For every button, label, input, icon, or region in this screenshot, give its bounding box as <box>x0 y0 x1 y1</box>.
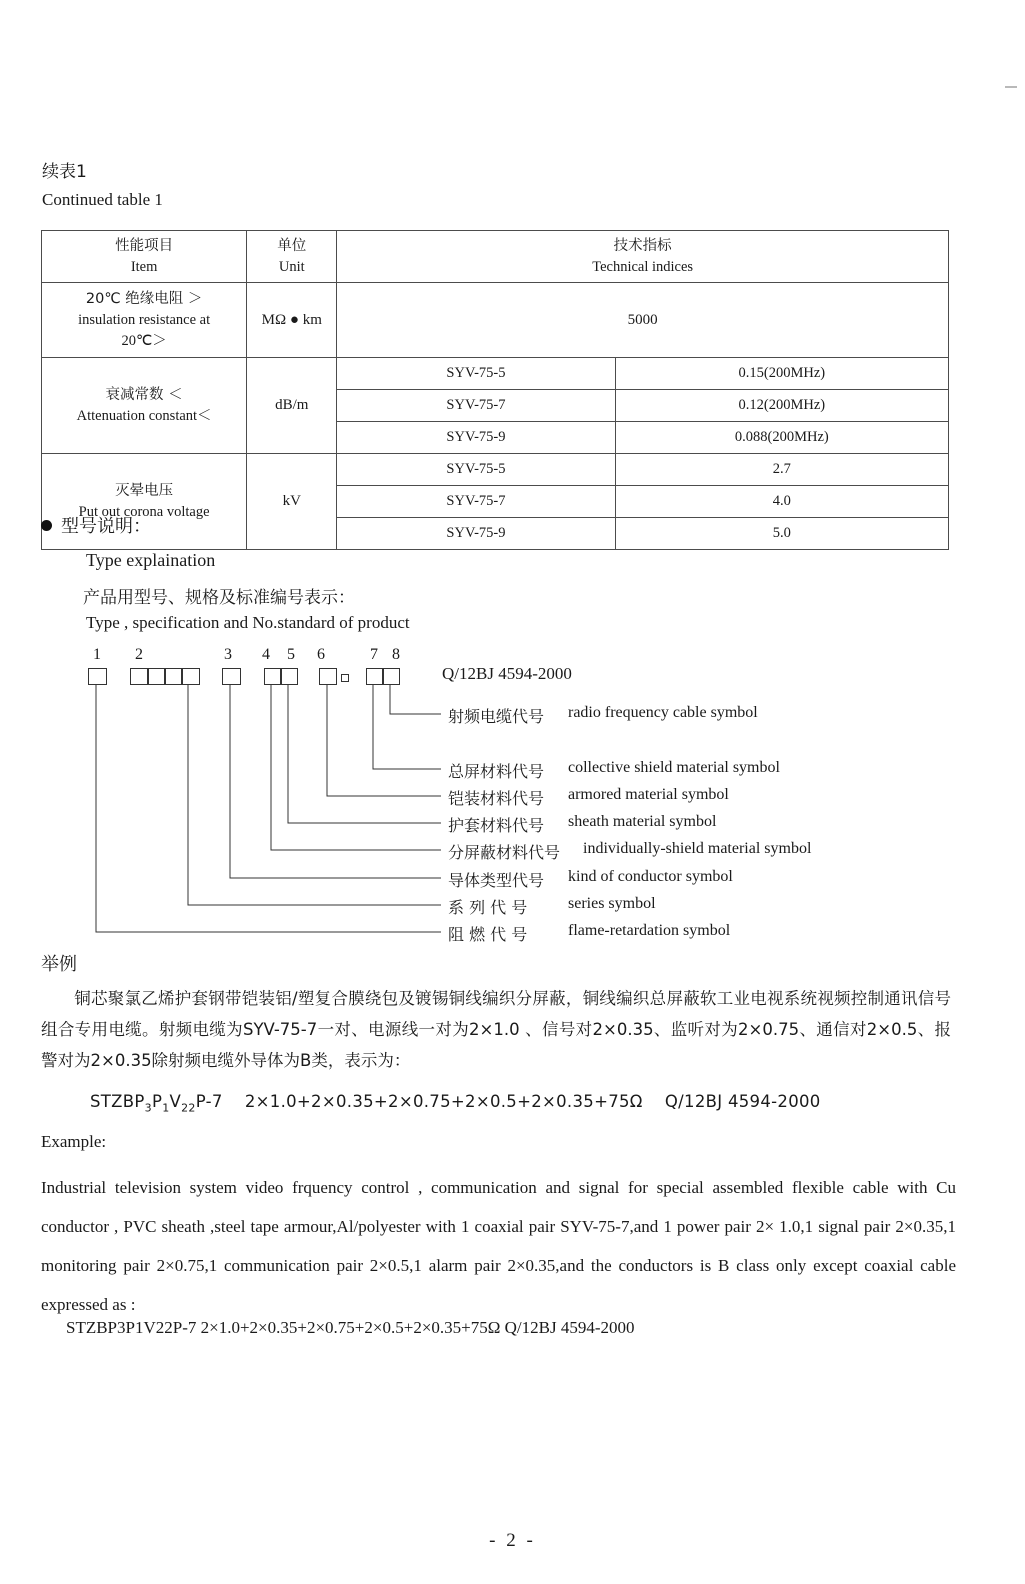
example-formula-en: STZBP3P1V22P-7 2×1.0+2×0.35+2×0.75+2×0.5+2×0.35+75Ω Q/12BJ 4594-2000 <box>66 1318 635 1337</box>
header-unit-en: Unit <box>278 258 305 275</box>
page-header <box>42 158 163 214</box>
header-indices-cn: 技术指标 <box>613 237 672 254</box>
code-number-1: 1 <box>93 646 101 663</box>
legend-cn-4: 护套材料代号 <box>448 816 545 835</box>
corona-item-en: Put out corona voltage <box>78 503 210 520</box>
formula-values: 2×1.0+2×0.35+2×0.75+2×0.5+2×0.35+75Ω <box>244 1092 643 1111</box>
header-item-cn: 性能项目 <box>115 237 174 254</box>
table-header-indices <box>337 231 949 283</box>
legend-cn-8: 阻 燃 代 号 <box>448 925 528 944</box>
legend-en-5: individually-shield material symbol <box>583 840 812 857</box>
legend-en-4: sheath material symbol <box>568 813 717 830</box>
header-title-en: Continued table 1 <box>42 190 163 209</box>
type-spec-line-cn: 产品用型号、规格及标准编号表示： <box>83 588 355 608</box>
code-number-5: 5 <box>287 646 295 663</box>
attenuation-value-1: 0.15(200MHz) <box>615 358 948 390</box>
row-attenuation-item <box>42 358 247 454</box>
example-body-cn <box>41 983 951 1076</box>
insulation-value: 5000 <box>337 283 949 358</box>
formula-std: Q/12BJ 4594-2000 <box>664 1092 821 1111</box>
legend-en-3: armored material symbol <box>568 786 729 803</box>
legend-cn-5: 分屏蔽材料代号 <box>448 843 561 862</box>
standard-code: Q/12BJ 4594-2000 <box>442 664 572 683</box>
table-header-unit <box>247 231 337 283</box>
insulation-unit: MΩ ● km <box>247 283 337 358</box>
insulation-item-en: insulation resistance at <box>78 311 211 328</box>
table-header-row <box>42 231 949 283</box>
page-number: - 2 - <box>489 1530 536 1551</box>
attenuation-type-1: SYV-75-5 <box>337 358 615 390</box>
type-spec-line-en: Type , specification and No.standard of product <box>86 613 410 632</box>
legend-en-6: kind of conductor symbol <box>568 868 733 885</box>
legend-en-8: flame-retardation symbol <box>568 922 731 939</box>
legend-cn-2: 总屏材料代号 <box>448 762 545 781</box>
type-explanation-heading-cn: 型号说明： <box>61 516 151 537</box>
attenuation-value-2: 0.12(200MHz) <box>615 390 948 422</box>
header-title-cn: 续表1 <box>42 162 87 182</box>
corona-unit: kV <box>247 454 337 550</box>
header-unit-cn: 单位 <box>277 237 307 254</box>
corona-value-3: 5.0 <box>615 518 948 550</box>
header-indices-en: Technical indices <box>592 258 694 275</box>
legend-en-1: radio frequency cable symbol <box>568 704 758 721</box>
formula-sub-2: 1 <box>162 1101 170 1115</box>
table-row <box>42 454 949 486</box>
attenuation-item-cn: 衰减常数 ＜ <box>105 386 183 403</box>
scan-edge-mark <box>1005 86 1017 88</box>
formula-tail: P-7 <box>195 1092 223 1111</box>
legend-cn-3: 铠装材料代号 <box>448 789 545 808</box>
code-number-8: 8 <box>392 646 400 663</box>
attenuation-value-3: 0.088(200MHz) <box>615 422 948 454</box>
corona-item-cn: 灭晕电压 <box>115 482 174 499</box>
table-row <box>42 358 949 390</box>
code-number-6: 6 <box>317 646 325 663</box>
corona-type-2: SYV-75-7 <box>337 486 615 518</box>
formula-sub-3: 22 <box>181 1101 196 1115</box>
example-title-cn: 举例 <box>41 954 77 975</box>
legend-cn-7: 系 列 代 号 <box>448 898 528 917</box>
code-number-3: 3 <box>224 646 232 663</box>
insulation-item-cn: 20℃ 绝缘电阻 ＞ <box>85 290 203 307</box>
table-header-item <box>42 231 247 283</box>
table-row <box>42 283 949 358</box>
insulation-item-en2: 20℃＞ <box>121 332 167 349</box>
row-insulation-item <box>42 283 247 358</box>
code-number-2: 2 <box>135 646 143 663</box>
code-number-4: 4 <box>262 646 270 663</box>
attenuation-type-3: SYV-75-9 <box>337 422 615 454</box>
corona-type-3: SYV-75-9 <box>337 518 615 550</box>
legend-en-2: collective shield material symbol <box>568 759 780 776</box>
formula-mid-2: V <box>169 1092 182 1111</box>
example-body-cn-text: 铜芯聚氯乙烯护套钢带铠装铝/塑复合膜绕包及镀锡铜线编织分屏蔽，铜线编织总屏蔽软工业电视系统视频控制通讯信号组合专用电缆。射频电缆为SYV-75-7一对、电源线一对为2×1.0 、信号对2×0.35、监听对为2×0.75、通信对2×0.5、报警对为2×0.35除射频电缆外导体为B类，表示为： <box>41 989 951 1070</box>
type-explanation-heading <box>41 512 151 538</box>
bullet-dot-icon <box>41 520 52 531</box>
attenuation-type-2: SYV-75-7 <box>337 390 615 422</box>
formula-mid-1: P <box>151 1092 163 1111</box>
code-number-7: 7 <box>370 646 378 663</box>
legend-en-7: series symbol <box>568 895 656 912</box>
corona-value-2: 4.0 <box>615 486 948 518</box>
formula-prefix: STZBP <box>90 1092 145 1111</box>
spec-table-wrapper <box>41 230 949 550</box>
example-formula-cn <box>90 1092 821 1114</box>
example-body-en: Industrial television system video frquency control , communication and signal for special assembled flexible cable with Cu conductor , PVC sheath ,steel tape armour,Al/polyester with 1 coaxial pair SYV-75-7,and 1 power pair 2× 1.0,1 signal pair 2×0.35,1 monitoring pair 2×0.75,1 communication pair 2×0.5,1 alarm pair 2×0.35,and the conductors is B class only except coaxial cable expressed as : <box>41 1178 956 1314</box>
attenuation-item-en: Attenuation constant＜ <box>76 407 212 424</box>
type-code-diagram <box>0 640 1025 955</box>
corona-type-1: SYV-75-5 <box>337 454 615 486</box>
attenuation-unit: dB/m <box>247 358 337 454</box>
header-item-en: Item <box>130 258 158 275</box>
legend-cn-1: 射频电缆代号 <box>448 707 545 726</box>
example-title-en: Example: <box>41 1132 107 1151</box>
corona-value-1: 2.7 <box>615 454 948 486</box>
formula-sub-1: 3 <box>144 1101 152 1115</box>
spec-table <box>41 230 949 550</box>
legend-cn-6: 导体类型代号 <box>448 871 545 890</box>
type-explanation-heading-en: Type explaination <box>86 550 216 570</box>
